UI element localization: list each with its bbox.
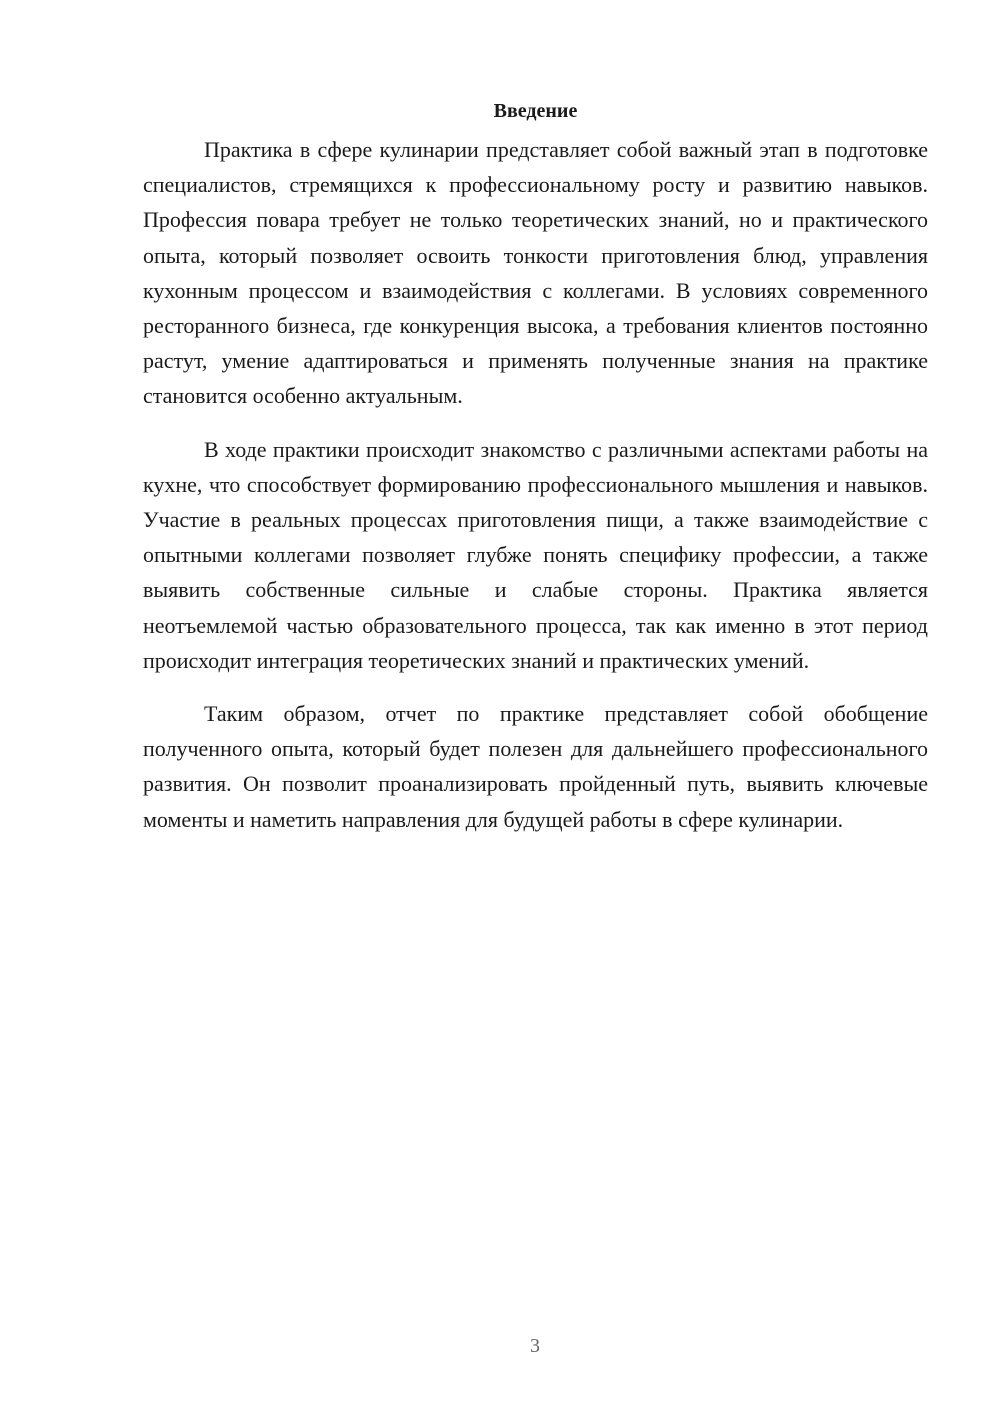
section-title: Введение [493,100,578,122]
paragraph-3: Таким образом, отчет по практике представляет собой обобщение полученного опыта, который будет полезен для дальнейшего профессионального развития. Он позволит проанализировать пройденный путь, выявить ключевые моменты и наметить направления для будущей работы в сфере кулинарии. [143,701,928,832]
paragraph-1: Практика в сфере кулинарии представляет собой важный этап в подготовке специалистов, стремящихся к профессиональному росту и развитию навыков. Профессия повара требует не только теоретических знаний, но и практического опыта, который позволяет освоить тонкости приготовления блюд, управления кухонным процессом и взаимодействия с коллегами. В условиях современного ресторанного бизнеса, где конкуренция высока, а требования клиентов постоянно растут, умение адаптироваться и применять полученные знания на практике становится особенно актуальным. [143,137,928,409]
page-content [143,96,928,855]
page-number: 3 [530,1335,540,1357]
paragraph-2: В ходе практики происходит знакомство с различными аспектами работы на кухне, что способствует формированию профессионального мышления и навыков. Участие в реальных процессах приготовления пищи, а также взаимодействие с опытными коллегами позволяет глубже понять специфику профессии, а также выявить собственные сильные и слабые стороны. Практика является неотъемлемой частью образовательного процесса, так как именно в этот период происходит интеграция теоретических знаний и практических умений. [143,436,928,673]
